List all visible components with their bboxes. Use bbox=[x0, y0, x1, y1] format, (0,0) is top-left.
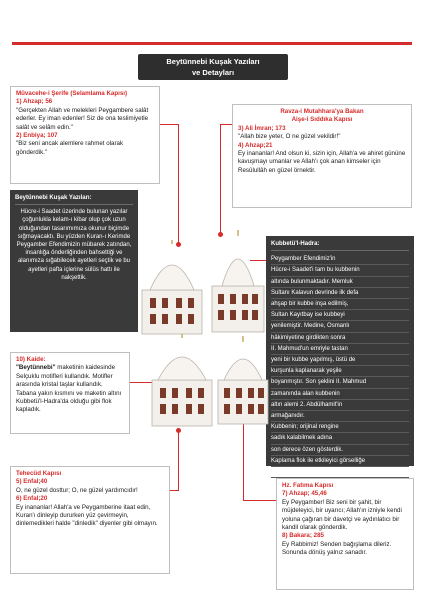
kaide-bold: "Beytünnebi" bbox=[16, 364, 56, 372]
kaide-heading: 10) Kaide: bbox=[16, 356, 46, 363]
connector-line bbox=[243, 500, 278, 501]
kubbe-line: II. Mahmud'un emriyle tastan bbox=[271, 344, 409, 355]
title-line-2: ve Detayları bbox=[191, 68, 235, 77]
ravza-text-1: "Allah bize yeter, O ne güzel vekildir!" bbox=[238, 133, 341, 141]
kubbe-line: altın alemi 2. Abdülhamit'in bbox=[271, 400, 409, 411]
kubbe-lines bbox=[271, 254, 409, 478]
kubbe-line: yeni bir kubbe yapılmış, üstü de bbox=[271, 355, 409, 366]
connector-dot bbox=[176, 428, 181, 433]
fatima-text-1: Ey Peygamber! Biz seni bir şahit, bir müjdeleyici, bir uyarıcı; Allah'ın izniyle kendi yoluna çağıran bir davetçi ve aydınlatıcı bir kandil olarak gönderdik. bbox=[282, 498, 402, 532]
muvacehe-ref-2: 2) Enbiya; 107 bbox=[16, 132, 58, 140]
red-rule bbox=[12, 42, 412, 45]
kusak-text: Hücre-i Saadet üzerinde bulunan yazılar çoğunlukla kelam-ı kibar olup çok uzun olduğundan tasarımımıza okunur biçimde sığmayacaktı. Bu yüzden Kuran-ı Kerimde Peygamber Efendimizin mübarek zatından, insanlığa önderliğinden bahsettiği ve alanımıza sığabilecek ayetleri seçtik ve bu ayetleri pafta içlerine sülüs hattı ile nakşettik. bbox=[16, 209, 132, 281]
kubbe-line: Sultan Kayıtbay ise kubbeyi bbox=[271, 310, 409, 321]
dome-model-top-left bbox=[140, 240, 204, 336]
title-line-1: Beytünnebi Kuşak Yazıları bbox=[166, 57, 260, 66]
ravza-ref-1: 3) Ali İmran; 173 bbox=[238, 124, 286, 132]
tehecud-text-2: Ey inananlar! Allah'a ve Peygamberine itaat edin, Kuran'ı dinleyip dururken yüz çevirmeyin, dinlemedikleri halde "dinledik" diyenler gibi olmayın. bbox=[16, 503, 158, 528]
tehecud-box bbox=[10, 466, 170, 574]
connector-line bbox=[178, 124, 179, 244]
tehecud-ref-2: 6) Enfal;20 bbox=[16, 495, 48, 503]
muvacehe-ref-1: 1) Ahzap; 56 bbox=[16, 98, 53, 106]
muvacehe-box bbox=[10, 86, 160, 184]
kubbe-line: Kubbenin; orijinal rengine bbox=[271, 422, 409, 433]
kubbe-box bbox=[266, 236, 414, 476]
kubbe-line: ve dokuya kavuşturduk. bbox=[271, 467, 409, 478]
kubbe-line: boyanmıştır. Son şeklini II. Mahmud bbox=[271, 377, 409, 388]
tehecud-text-1: O, ne güzel dosttur; O, ne güzel yardımcıdır! bbox=[16, 486, 138, 494]
kusak-heading: Beytünnebi Kuşak Yazıları: bbox=[15, 194, 133, 205]
kaide-body: maketinin kaidesinde Selçuklu motifleri kullandık. Motifler arasında kristal taşlar kullandık. Tabana yakın kısmını ve maketin altını Kubbetü'l-Hadra'da olduğu gibi flok kapladık. bbox=[16, 364, 122, 414]
kubbe-line: son derece özen gösterdik. bbox=[271, 445, 409, 456]
fatima-ref-1: 7) Ahzap; 45,46 bbox=[282, 490, 327, 498]
connector-line bbox=[220, 124, 221, 234]
fatima-heading: Hz. Fatıma Kapısı bbox=[282, 482, 334, 489]
kubbe-line: Sultanı Kalavun devrinde ilk defa bbox=[271, 288, 409, 299]
kubbe-line: ahşap bir kubbe inşa edilmiş, bbox=[271, 299, 409, 310]
connector-line bbox=[220, 124, 232, 125]
ravza-text-2: Ey inananlar! And olsun ki, sizin için, Allah'a ve ahiret gününe kavuşmayı umanlar ve Allah'ı çok anan kimseler için Resûlullâh en güzel örnektir. bbox=[238, 150, 406, 174]
top-bar bbox=[0, 0, 424, 46]
muvacehe-text-2: "Biz seni ancak alemlere rahmet olarak gönderdik." bbox=[16, 140, 124, 156]
ravza-heading-1: Ravza-i Mutahhara'ya Bakan bbox=[280, 108, 364, 115]
muvacehe-text-1: "Gerçekten Allah ve melekleri Peygambere salât ederler. Ey iman edenler! Siz de ona teslimiyetle salât ve selâm edin." bbox=[16, 106, 149, 131]
kusak-box bbox=[10, 190, 138, 332]
ravza-heading-2: Aişe-i Sıddıka Kapısı bbox=[291, 116, 353, 124]
kaide-box bbox=[10, 352, 130, 434]
kubbe-line: zamanında alan kubbenin bbox=[271, 389, 409, 400]
fatima-ref-2: 8) Bakara; 285 bbox=[282, 532, 324, 540]
section-title bbox=[138, 54, 288, 80]
kubbe-line: yenilemiştir. Medine, Osmanlı bbox=[271, 321, 409, 332]
kubbe-line: kurşunla kaplanarak yeşile bbox=[271, 366, 409, 377]
fatima-text-2: Ey Rabbimiz! Senden bağışlama dileriz. Sonunda dönüş yalnız sanadır. bbox=[282, 540, 392, 557]
kubbe-line: Kaplama flok ile etkileyici görselliğe bbox=[271, 456, 409, 467]
kubbe-line: Peygamber Efendimiz'in bbox=[271, 254, 409, 265]
kaide-text bbox=[16, 364, 124, 414]
connector-line bbox=[243, 420, 244, 500]
connector-line bbox=[178, 430, 179, 490]
tehecud-ref-1: 5) Enfal;40 bbox=[16, 478, 48, 486]
tehecud-heading: Tehecüd Kapısı bbox=[16, 470, 62, 477]
muvacehe-heading: Müvacehe-i Şerife (Selamlama Kapısı) bbox=[16, 90, 128, 97]
kubbe-line: sadık kalabilmek adına bbox=[271, 433, 409, 444]
kubbe-line: hâkimiyetine girdikten sonra bbox=[271, 333, 409, 344]
dome-model-top-right bbox=[208, 230, 268, 334]
kubbe-line: altında bulunmaktadır. Memluk bbox=[271, 277, 409, 288]
ravza-ref-2: 4) Ahzap;21 bbox=[238, 141, 273, 149]
kubbe-line: Hücre-i Saadet'i tam bu kubbenin bbox=[271, 265, 409, 276]
kubbe-line: armağanıdır. bbox=[271, 411, 409, 422]
dome-model-bottom-left bbox=[150, 334, 214, 428]
fatima-box bbox=[276, 478, 414, 590]
kubbe-heading: Kubbetü'l-Hadra: bbox=[271, 240, 409, 251]
ravza-box bbox=[232, 104, 412, 208]
dome-model-bottom-right bbox=[216, 336, 270, 426]
